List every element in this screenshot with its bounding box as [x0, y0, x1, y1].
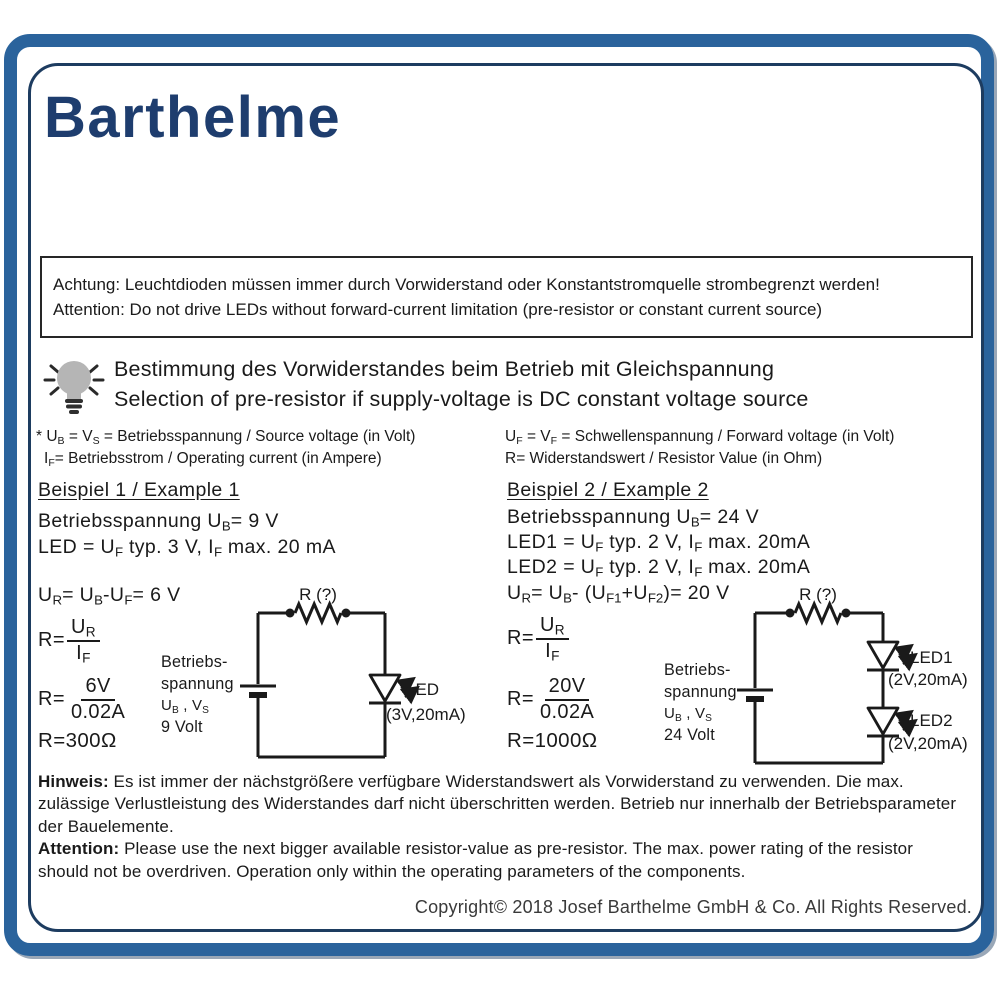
fraction-denominator: 0.02A — [539, 700, 595, 723]
led2-symbol — [867, 708, 915, 736]
fraction — [67, 676, 129, 723]
fraction-denominator: $I_F$ — [545, 639, 560, 664]
example1-formula-values — [38, 676, 129, 723]
fraction-numerator: 6V — [81, 676, 114, 701]
example1-formula-symbolic — [38, 617, 100, 664]
source-label-value: 9 Volt — [161, 717, 203, 736]
example2-result: R=1000Ω — [507, 729, 598, 752]
example2-title: Beispiel 2 / Example 2 — [507, 479, 709, 501]
definitions-column-2 — [505, 426, 894, 470]
source-label-line2: spannung — [161, 674, 234, 693]
note-english-text: Please use the next bigger available resistor-value as pre-resistor. The max. power rating of the resistor should not be overdriven. Operation only within the operating parameters of the components. — [38, 839, 913, 881]
source-label-line2: spannung — [664, 682, 737, 701]
example1-ur-equation: $U_R= U_B-U_F= 6$ V — [38, 584, 181, 608]
section-heading — [114, 354, 809, 414]
fraction-numerator: $U_R$ — [536, 615, 569, 640]
circuit-diagram-example1 — [230, 578, 490, 768]
terminal-dot — [786, 609, 795, 618]
led1-symbol — [867, 642, 915, 670]
formula-lhs: R= — [38, 629, 65, 652]
example2-supply-voltage: Betriebsspannung $U_B= 24$ V — [507, 506, 760, 530]
example2-led1-spec: $LED1 = U_F$ typ. 2 V, $I_F$ max. 20mA — [507, 531, 811, 555]
example2-formula-values — [507, 676, 598, 723]
wires — [258, 613, 385, 757]
led-value: (3V,20mA) — [386, 705, 466, 724]
wires — [755, 613, 883, 763]
bulb-base — [65, 399, 83, 403]
led1-value: (2V,20mA) — [888, 670, 968, 689]
heading-line-en: Selection of pre-resistor if supply-voltage is DC constant voltage source — [114, 387, 809, 411]
led-label: LED — [406, 680, 440, 699]
fraction — [67, 617, 100, 664]
brand-logo: Barthelme — [44, 85, 342, 150]
note-english-label: Attention: — [38, 839, 120, 859]
fraction-denominator: $I_F$ — [76, 641, 91, 666]
circuit-diagram-example2 — [732, 578, 995, 773]
resistor-symbol — [795, 604, 841, 622]
source-label-value: 24 Volt — [664, 725, 715, 744]
led1-label: LED1 — [910, 648, 953, 667]
note-german-text: Es ist immer der nächstgrößere verfügbare Widerstandswert als Vorwiderstand zu verwenden. Die max. zulässige Verlustleistung des Widerstandes darf nicht überschritten werden. Betrieb nur innerhalb der Betriebsparameter der Bauelemente. — [38, 772, 957, 836]
source-label-line1: Betriebs- — [664, 661, 731, 679]
example1-source-label — [161, 652, 234, 738]
resistor-label: R (?) — [299, 585, 337, 604]
battery-symbol — [240, 686, 276, 695]
formula-lhs: R= — [507, 627, 534, 650]
example1-title: Beispiel 1 / Example 1 — [38, 479, 240, 501]
source-label-symbols: $U_B$ , $V_S$ — [664, 705, 712, 724]
led2-value: (2V,20mA) — [888, 734, 968, 753]
fraction — [536, 676, 598, 723]
led2-label: LED2 — [910, 711, 953, 730]
example1-supply-voltage: Betriebsspannung $U_B= 9$ V — [38, 510, 279, 534]
terminal-dot — [842, 609, 851, 618]
fraction — [536, 615, 569, 662]
example2-formula-symbolic — [507, 615, 569, 662]
warning-box — [40, 256, 973, 338]
formula-lhs: R= — [507, 688, 534, 711]
fraction-numerator: $U_R$ — [67, 617, 100, 642]
fraction-denominator: 0.02A — [70, 700, 126, 723]
warning-line-de: Achtung: Leuchtdioden müssen immer durch Vorwiderstand oder Konstantstromquelle strombegrenzt werden! — [53, 275, 880, 294]
terminal-dot — [342, 609, 351, 618]
note-german-label: Hinweis: — [38, 772, 109, 791]
source-label-symbols: $U_B$ , $V_S$ — [161, 697, 209, 716]
fraction-numerator: 20V — [545, 676, 590, 701]
definition-uf: $U_F = V_F$ = Schwellenspannung / Forward voltage (in Volt) — [505, 428, 895, 447]
example2-ur-equation: $U_R= U_B-$ $(U_{F1}+U_{F2})= 20$ V — [507, 582, 730, 606]
definition-if: $I_F=$ Betriebsstrom / Operating current (in Ampere) — [44, 450, 382, 469]
example2-led2-spec: $LED2 = U_F$ typ. 2 V, $I_F$ max. 20mA — [507, 556, 811, 580]
note-german — [38, 771, 960, 838]
copyright-line: Copyright© 2018 Josef Barthelme GmbH & Co. All Rights Reserved. — [414, 897, 972, 917]
heading-line-de: Bestimmung des Vorwiderstandes beim Betrieb mit Gleichspannung — [114, 357, 775, 381]
formula-lhs: R= — [38, 688, 65, 711]
note-section — [38, 771, 960, 883]
note-english — [38, 838, 960, 883]
resistor-symbol — [295, 604, 341, 622]
warning-line-en: Attention: Do not drive LEDs without forward-current limitation (pre-resistor or constant current source) — [53, 300, 823, 319]
source-label-line1: Betriebs- — [161, 653, 228, 671]
bulb-neck — [67, 392, 81, 399]
bulb-base — [69, 410, 79, 414]
example1-led-spec: LED = $U_F$ typ. 3 V, $I_F$ max. 20 mA — [38, 536, 336, 560]
example1-result: R=300Ω — [38, 729, 117, 752]
battery-symbol — [737, 690, 773, 699]
definitions-column-1 — [36, 426, 415, 470]
definition-r: R= Widerstandswert / Resistor Value (in Ohm) — [505, 450, 823, 467]
bulb-base — [66, 405, 82, 409]
terminal-dot — [286, 609, 295, 618]
definition-ub: * $U_B = V_S$ = Betriebsspannung / Source voltage (in Volt) — [36, 428, 416, 447]
bulb-glass — [57, 361, 91, 395]
lightbulb-icon — [38, 350, 112, 424]
resistor-label: R (?) — [799, 585, 837, 604]
example2-source-label — [664, 660, 737, 746]
